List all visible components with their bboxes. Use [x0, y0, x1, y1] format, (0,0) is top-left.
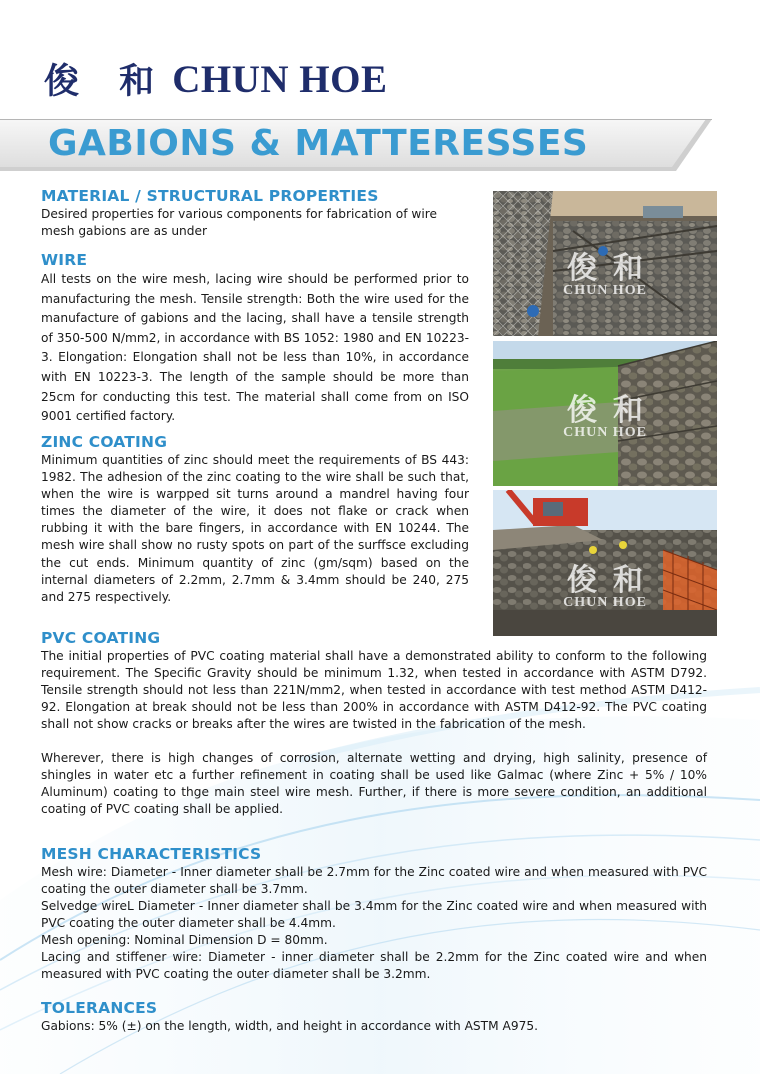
- section-pvc: [41, 629, 707, 818]
- section-material: [41, 187, 469, 240]
- heading-zinc: ZINC COATING: [41, 433, 168, 451]
- watermark-name: CHUN HOE: [563, 595, 647, 610]
- heading-wire: WIRE: [41, 251, 88, 269]
- pvc-body-2: Wherever, there is high changes of corrosion, alternate wetting and drying, high salinity, presence of shingles in water etc a further refinement in coating shall be used like Galmac (where Zinc + 5% / 10% Aluminum) coating to thge main steel wire mesh. Further, if there is more severe condition, an additional coating of PVC coating shall be applied.: [41, 751, 707, 816]
- mesh-line-1: Mesh wire: Diameter - Inner diameter shall be 2.7mm for the Zinc coated wire and when measured with PVC coating the outer diameter shall be 3.7mm.: [41, 865, 707, 896]
- section-wire: [41, 251, 469, 427]
- heading-material: MATERIAL / STRUCTURAL PROPERTIES: [41, 187, 379, 205]
- watermark-name: CHUN HOE: [563, 283, 647, 298]
- watermark-name: CHUN HOE: [563, 425, 647, 440]
- page-title: GABIONS & MATTERESSES: [48, 123, 589, 164]
- mesh-line-2: Selvedge wireL Diameter - Inner diameter shall be 3.4mm for the Zinc coated wire and when measured with PVC coating the outer diameter shall be 4.4mm.: [41, 899, 707, 930]
- brand-name-text: CHUN HOE: [172, 57, 388, 101]
- section-tolerances: [41, 999, 707, 1035]
- brand-logo: [44, 54, 387, 104]
- photo-gabion-construction: [493, 191, 717, 336]
- mesh-line-4: Lacing and stiffener wire: Diameter - inner diameter shall be 2.2mm for the Zinc coated wire and when measured with PVC coating the outer diameter shall be 3.2mm.: [41, 950, 707, 981]
- brand-cjk-text: 俊 和: [44, 62, 169, 102]
- tolerances-body: Gabions: 5% (±) on the length, width, and height in accordance with ASTM A975.: [41, 1019, 538, 1033]
- heading-tolerances: TOLERANCES: [41, 999, 158, 1017]
- watermark-1: [493, 243, 717, 299]
- photo-gabion-excavator: [493, 490, 717, 636]
- watermark-cjk: 俊和: [567, 393, 659, 428]
- section-mesh: [41, 845, 707, 983]
- material-body: Desired properties for various components for fabrication of wire mesh gabions are as under: [41, 207, 437, 238]
- pvc-body-1: The initial properties of PVC coating material shall have a demonstrated ability to conform to the following requirement. The Specific Gravity should be minimum 1.32, when tested in accordance with ASTM D792. Tensile strength should not less than 221N/mm2, when tested in accordance with test method ASTM D412-92. Elongation at break should not be less than 200% in accordance with ASTM D412-92. The PVC coating shall not show cracks or breaks after the wires are twisted in the fabrication of the mesh.: [41, 649, 707, 731]
- wire-body: All tests on the wire mesh, lacing wire should be performed prior to manufacturing the mesh. Tensile strength: Both the wire used for the manufacture of gabions and the lacing, shall have a tensile strength of 350-500 N/mm2, in accordance with BS 1052: 1980 and EN 10223-3. Elongation: Elongation shall not be less than 10%, in accordance with EN 10223-3. The length of the sample should be more than 25cm for conducting this test. The material shall come from on ISO 9001 certified factory.: [41, 272, 469, 424]
- section-zinc: [41, 433, 469, 606]
- heading-mesh: MESH CHARACTERISTICS: [41, 845, 262, 863]
- watermark-2: [493, 385, 717, 441]
- photo-gabion-grass: [493, 341, 717, 486]
- watermark-cjk: 俊和: [567, 251, 659, 286]
- watermark-3: [493, 555, 717, 611]
- mesh-line-3: Mesh opening: Nominal Dimension D = 80mm.: [41, 933, 328, 947]
- watermark-cjk: 俊和: [567, 563, 659, 598]
- heading-pvc: PVC COATING: [41, 629, 161, 647]
- zinc-body: Minimum quantities of zinc should meet the requirements of BS 443: 1982. The adhesion of the zinc coating to the wire shall be such that, when the wire is warpped sit turns around a mandrel having four times the diameter of the wire, it does not flake or crack when rubbing it with the bare fingers, in accordance with EN 10244. The mesh wire shall show no rusty spots on part of the surffsce excluding the cut ends. Minimum quantity of zinc (gm/sqm) based on the internal diameters of 2.2mm, 2.7mm & 3.4mm should be 240, 275 and 275 respectively.: [41, 453, 469, 604]
